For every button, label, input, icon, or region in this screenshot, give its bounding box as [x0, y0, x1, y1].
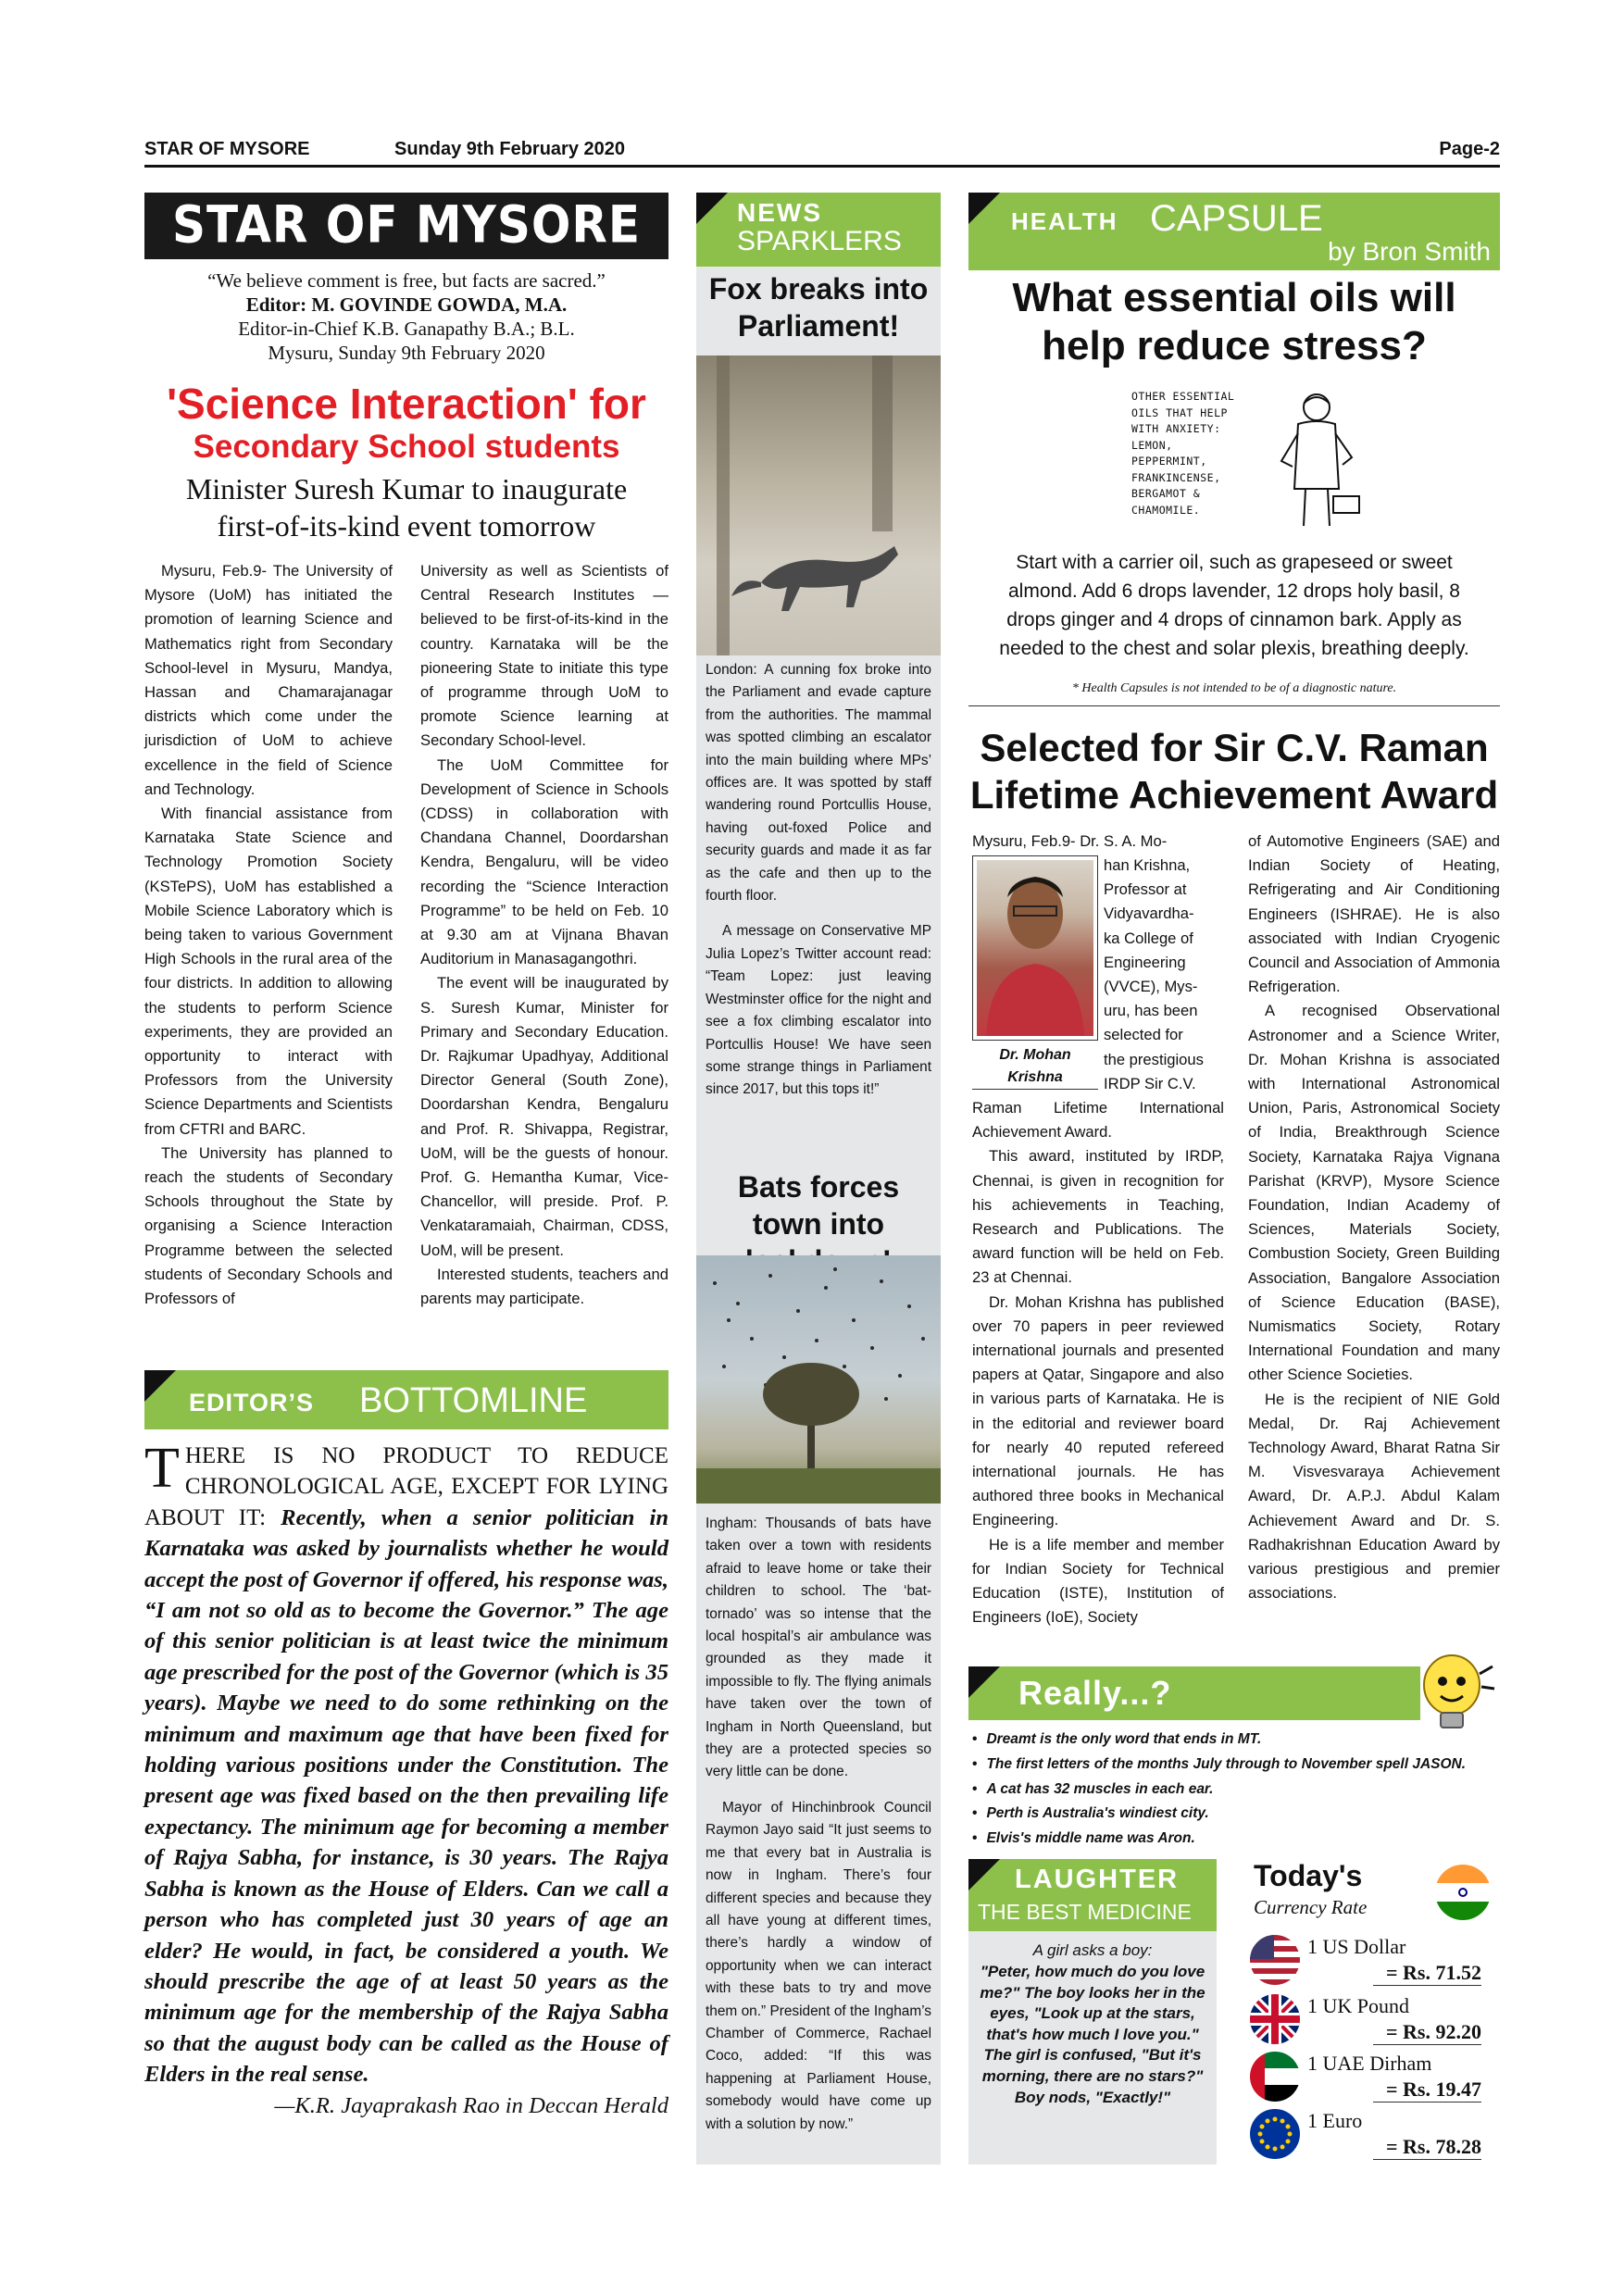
really-bar: [968, 1666, 1420, 1720]
health-cartoon: [1131, 387, 1361, 535]
currency-name: 1 US Dollar: [1307, 1935, 1406, 1958]
lead-col2-para: The UoM Committee for Development of Science in Schools (CDSS) in collaboration with Chandana Channel, Doordarshan Kendra, Bengaluru, will be video recording the “Science Interaction Programme” to be held on Feb. 10 at 9.30 am at Vijnana Bhavan Auditorium in Manasagangothri.: [420, 755, 668, 968]
award-headline-2: Lifetime Achievement Award: [969, 773, 1499, 817]
news-sparklers-label-bottom: SPARKLERS: [737, 226, 902, 256]
editor-bottomline-dropcap: T: [144, 1437, 180, 1500]
award-photo-caption: [972, 1044, 1098, 1090]
news-sparklers-label-top: NEWS: [737, 198, 822, 227]
laughter-setup: A girl asks a boy:: [1032, 1941, 1153, 1959]
fact-item: • Dreamt is the only word that ends in MT.: [972, 1728, 1500, 1753]
currency-row-eur: [1250, 2103, 1481, 2165]
header-paper-name: STAR OF MYSORE: [144, 139, 310, 159]
health-headline: [968, 274, 1500, 370]
award-intro-line: ka College of: [1104, 929, 1193, 947]
fox-headline: Fox breaks into Parliament!: [708, 272, 929, 343]
lead-col2-para: The event will be inaugurated by S. Suresh Kumar, Minister for Primary and Secondary Education. Dr. Rajkumar Upadhyay, Additional Director General (South Zone), Doordarshan Kendra, Bengaluru and Prof. R. Shivappa, Registrar, UoM, will be the guests of honour. Prof. G. Hemantha Kumar, Vice- Chancellor, will preside. Prof. P. Venkataramaiah, Chairman, CDSS, UoM, will be present.: [420, 974, 668, 1259]
currency-value: = Rs. 71.52: [1373, 1961, 1481, 1986]
award-col2-para: He is the recipient of NIE Gold Medal, Dr. Raj Achievement Technology Award, Bharat Ratna Sir M. Visvesvaraya Achievement Award, Dr. A.P.J. Abdul Kalam Achievement Award and Dr. S. Radhakrishnan Education Award by various prestigious and premier associations.: [1248, 1390, 1500, 1603]
currency-value: = Rs. 78.28: [1373, 2135, 1481, 2160]
health-capsule-bar: [968, 193, 1500, 270]
award-intro-line: Vidyavardha-: [1104, 905, 1194, 923]
cartoon-line: BERGAMOT &: [1131, 487, 1201, 500]
cartoon-line: PEPPERMINT,: [1131, 455, 1207, 468]
cartoon-line: OILS THAT HELP: [1131, 406, 1228, 419]
lightbulb-icon: [1409, 1646, 1498, 1739]
photo-caption-line: Krishna: [972, 1067, 1098, 1090]
bats-para: Mayor of Hinchinbrook Council Raymon Jayo said “It just seems to me that every bat in Australia is now in Ingham. There’s four different species and because they all have young at different times, there’s hardly a window of opportunity when we can interact with these bats to try and move them on.” President of the Ingham’s Chamber of Commerce, Rachael Coco, added: “If this was happening at Parliament House, somebody would have come up with a solution by now.”: [706, 1799, 931, 2132]
lead-story: [144, 380, 668, 544]
currency-name: 1 UK Pound: [1307, 1994, 1410, 2017]
award-intro-line: han Krishna,: [1104, 856, 1191, 874]
award-intro-line: selected for: [1104, 1026, 1183, 1044]
masthead-dateline: Mysuru, Sunday 9th February 2020: [268, 342, 545, 364]
fox-para: London: A cunning fox broke into the Parliament and evade capture from the authorities. The mammal was spotted climbing an escalator into the main building where MPs’ offices are. It was spotted by staff wandering round Portcullis House, having out-foxed Police and security guards and made it as far as the cafe and then up to the fourth floor.: [706, 662, 931, 905]
award-headline: [968, 724, 1500, 818]
masthead-logo-text: STAR OF MYSORE: [171, 195, 642, 255]
bats-illustration: [696, 1255, 941, 1504]
health-disclaimer: * Health Capsules is not intended to be of a diagnostic nature.: [1071, 681, 1397, 695]
award-headline-1: Selected for Sir C.V. Raman: [980, 726, 1489, 769]
currency-box: [1250, 1859, 1500, 2165]
cartoon-line: FRANKINCENSE,: [1131, 470, 1221, 484]
cartoon-line: LEMON,: [1131, 438, 1173, 452]
award-col-1: [972, 1096, 1224, 1629]
cartoon-text: [1131, 389, 1234, 518]
fox-photo: [696, 356, 941, 655]
fact-item: • The first letters of the months July through to November spell JASON.: [972, 1753, 1500, 1778]
page-header: [144, 139, 1500, 167]
header-rule: [144, 165, 1500, 168]
lead-subhead-1: Minister Suresh Kumar to inaugurate: [185, 472, 628, 505]
currency-value: = Rs. 19.47: [1373, 2078, 1481, 2103]
lead-col1-para: The University has planned to reach the students of Secondary Schools throughout the State by organising a Science Interaction Programme between the selected students of Secondary Schools and Professors of: [144, 1143, 393, 1308]
fact-item: • Elvis's middle name was Aron.: [972, 1827, 1500, 1852]
lead-headline-1: 'Science Interaction' for: [167, 380, 646, 428]
doctor-icon: [1270, 387, 1363, 535]
award-col1-para: Dr. Mohan Krishna has published over 70 papers in peer reviewed international journals and presented papers at Qatar, Singapore and also in various parts of Karnataka. He is in the editorial and reviewer board for nearly 40 reputed refereed international journals. He has authored three books in Mechanical Engineering.: [972, 1292, 1224, 1529]
award-intro-line: Professor at: [1104, 880, 1187, 899]
currency-value: = Rs. 92.20: [1373, 2020, 1481, 2045]
award-intro-line: Engineering: [1104, 953, 1186, 971]
bats-photo: [696, 1255, 941, 1504]
currency-subtitle: Currency Rate: [1254, 1896, 1368, 1918]
award-intro: [1104, 830, 1224, 1096]
health-headline-2: help reduce stress?: [1042, 323, 1427, 368]
us-flag-icon: [1250, 1935, 1300, 1985]
editor-bottomline-credit: —K.R. Jayaprakash Rao in Deccan Herald: [274, 2092, 668, 2118]
uae-flag-icon: [1250, 2052, 1300, 2102]
fox-illustration: [696, 356, 941, 655]
lead-col1-para: With financial assistance from Karnataka State Science and Technology Promotion Society (KSTePS), UoM has established a Mobile Science Laboratory which is being taken to various Government High Schools in the rural area of the four districts. In addition to allowing the students to perform Science experiments, they are provided an opportunity to interact with Professors from the University Science Departments and Scientists from CFTRI and BARC.: [144, 805, 393, 1138]
bats-story: [706, 1513, 931, 2136]
currency-name: 1 UAE Dirham: [1307, 2052, 1432, 2075]
bats-para: Ingham: Thousands of bats have taken over a town with residents afraid to leave home or take their children to school. The ‘bat-tornado’ was so intense that the local hospital’s air ambulance was grounded as they made it impossible to fly. The flying animals have taken over the town of Ingham in North Queensland, but they are a protected species so very little can be done.: [706, 1516, 931, 1780]
laughter-joke: "Peter, how much do you love me?" The boy looks her in the eyes, "Look up at the stars, that's how much I love you." The girl is confused, "But it's morning, there are no stars?" Boy nods, "Exactly!": [980, 1963, 1206, 2106]
award-col1-para: He is a life member and member for Indian Society for Technical Education (ISTE), Institution of Engineers (IoE), Society: [972, 1535, 1224, 1627]
award-intro-line: (VVCE), Mys-: [1104, 978, 1198, 996]
health-body: Start with a carrier oil, such as grapeseed or sweet almond. Add 6 drops lavender, 12 drops holy basil, 8 drops ginger and 4 drops of cinnamon bark. Apply as needed to the chest and solar plexis, breathing deeply.: [999, 552, 1469, 659]
masthead-logo: [144, 193, 668, 259]
health-capsule-label-bold: HEALTH: [1011, 207, 1118, 235]
award-intro-line: uru, has been: [1104, 1002, 1198, 1020]
laughter-label-top: LAUGHTER: [1015, 1865, 1180, 1894]
cartoon-line: OTHER ESSENTIAL: [1131, 390, 1235, 403]
health-headline-1: What essential oils will: [1012, 275, 1456, 320]
masthead-motto: “We believe comment is free, but facts are sacred.”: [207, 269, 606, 292]
award-intro-line: the prestigious: [1104, 1050, 1204, 1068]
header-date: Sunday 9th February 2020: [394, 139, 625, 159]
lead-col2-para: University as well as Scientists of Central Research Institutes — believed to be first-of-its-kind in the country. Karnataka will be the pioneering State to initiate this type of programme through UoM to promote Science learning at Secondary School-level.: [420, 562, 668, 750]
health-rule: [968, 705, 1500, 706]
photo-caption-line: Dr. Mohan: [999, 1047, 1071, 1063]
health-capsule-byline: by Bron Smith: [1328, 237, 1491, 266]
really-label: Really...?: [1018, 1674, 1172, 1712]
editor-bottomline-text: Recently, when a senior politician in Karnataka was asked by journalists whether he would accept the post of Governor if offered, his response was, “I am not so old as to become the Governor.” The age of this senior politician is at least twice the minimum age prescribed for the post of the Governor (which is 35 years). Maybe we need to do some rethinking on the minimum and maximum age that have been fixed for holding various positions under the Constitution. The present age was fixed based on the then prevailing life expectancy. The minimum age for becoming a member of Rajya Sabha, for instance, is 30 years. The Rajya Sabha is known as the House of Elders. Can we call a person who has completed just 30 years of age an elder? He would, in fact, be considered a youth. We should prescribe the age of at least 50 years as the minimum age for the membership of the Rajya Sabha so that the august body can be called as the House of Elders in the real sense.: [144, 1504, 668, 2088]
award-col1-para: This award, instituted by IRDP, Chennai, is given in recognition for his achievements in Teaching, Research and Publications. The award function will be held on Feb. 23 at Chennai.: [972, 1147, 1224, 1287]
currency-row-aed: [1250, 2046, 1481, 2107]
corner-mark: [968, 1666, 1000, 1698]
award-intro-line: IRDP Sir C.V.: [1104, 1074, 1196, 1092]
header-page-number: Page-2: [1439, 139, 1500, 159]
award-col2-para: of Automotive Engineers (SAE) and Indian Society of Heating, Refrigerating and Air Conditioning Engineers (ISHRAE). He is also associated with Indian Cryogenic Council and Association of Ammonia Refrigeration.: [1248, 832, 1500, 996]
cartoon-line: CHAMOMILE.: [1131, 503, 1201, 517]
award-col1-para: Raman Lifetime International Achievement Award.: [972, 1099, 1224, 1142]
fox-para: A message on Conservative MP Julia Lopez’s Twitter account read: “Team Lopez: just leaving Westminster office for the night and see a fox climbing escalator into Portcullis House! We have seen some strange things in Parliament since 2017, but this tops it!”: [706, 923, 931, 1098]
india-flag-icon: [1435, 1865, 1491, 1920]
editor-bottomline-label-light: BOTTOMLINE: [359, 1381, 588, 1420]
fact-item: • Perth is Australia's windiest city.: [972, 1802, 1500, 1827]
fact-item: • A cat has 32 muscles in each ear.: [972, 1778, 1500, 1803]
eu-flag-icon: [1250, 2109, 1300, 2159]
award-intro-first: Mysuru, Feb.9- Dr. S. A. Mo-: [972, 830, 1224, 854]
editor-bottomline-bar: [144, 1370, 668, 1429]
really-facts: [972, 1728, 1500, 1852]
award-photo-frame: [972, 855, 1098, 1041]
laughter-bar: [968, 1859, 1217, 1931]
cartoon-line: WITH ANXIETY:: [1131, 422, 1221, 435]
lead-subhead-2: first-of-its-kind event tomorrow: [217, 509, 596, 543]
uk-flag-icon: [1250, 1994, 1300, 2044]
currency-row-gbp: [1250, 1989, 1481, 2050]
lead-story-col-2: [420, 559, 668, 1311]
currency-row-usd: [1250, 1929, 1481, 1990]
lead-story-col-1: [144, 559, 393, 1311]
laughter-label-bottom: THE BEST MEDICINE: [978, 1900, 1192, 1924]
editor-bottomline-label-bold: EDITOR’S: [189, 1389, 315, 1416]
news-sparklers-bar: [696, 193, 941, 267]
lead-headline-2: Secondary School students: [193, 429, 620, 465]
currency-title: Today's: [1254, 1859, 1363, 1892]
corner-mark: [968, 1859, 1000, 1890]
award-col-2: [1248, 830, 1500, 1606]
corner-mark: [144, 1370, 176, 1402]
lead-col2-para: Interested students, teachers and parents may participate.: [420, 1265, 668, 1308]
fox-story: [706, 659, 931, 1102]
corner-mark: [968, 193, 1000, 224]
currency-name: 1 Euro: [1307, 2109, 1363, 2132]
award-col2-para: A recognised Observational Astronomer and a Science Writer, Dr. Mohan Krishna is associated with International Astronomical Union, Paris, Astronomical Society of India, Breakthrough Science Society, Karnataka Rajya Vignana Parishat (KRVP), Mysore Science Foundation, Indian Academy of Sciences, Materials Society, Combustion Society, Green Building Association, Bangalore Association of Science Education (BASE), Numismatics Society, Rotary International Foundation and many other Science Societies.: [1248, 1002, 1500, 1384]
health-capsule-label-light: CAPSULE: [1150, 198, 1323, 239]
corner-mark: [696, 193, 728, 224]
editor-bottomline-body: [144, 1437, 668, 2121]
editor-bottomline-lead: HERE IS NO PRODUCT TO REDUCE CHRONOLOGICAL AGE, EXCEPT FOR LYING ABOUT IT:: [144, 1443, 668, 1530]
masthead-editor-in-chief: Editor-in-Chief K.B. Ganapathy B.A.; B.L.: [238, 318, 575, 340]
portrait-illustration: [977, 860, 1093, 1036]
mohan-krishna-photo: [977, 860, 1093, 1036]
bats-headline: Bats forces town into: [737, 1170, 900, 1241]
masthead-info: [144, 268, 668, 365]
masthead-editor: Editor: M. GOVINDE GOWDA, M.A.: [245, 293, 568, 316]
lead-col1-para: Mysuru, Feb.9- The University of Mysore (UoM) has initiated the promotion of learning Science and Mathematics right from Secondary School-level in Mysuru, Mandya, Hassan and Chamarajanagar districts which come under the jurisdiction of UoM to achieve excellence in the field of Science and Technology.: [144, 562, 393, 798]
